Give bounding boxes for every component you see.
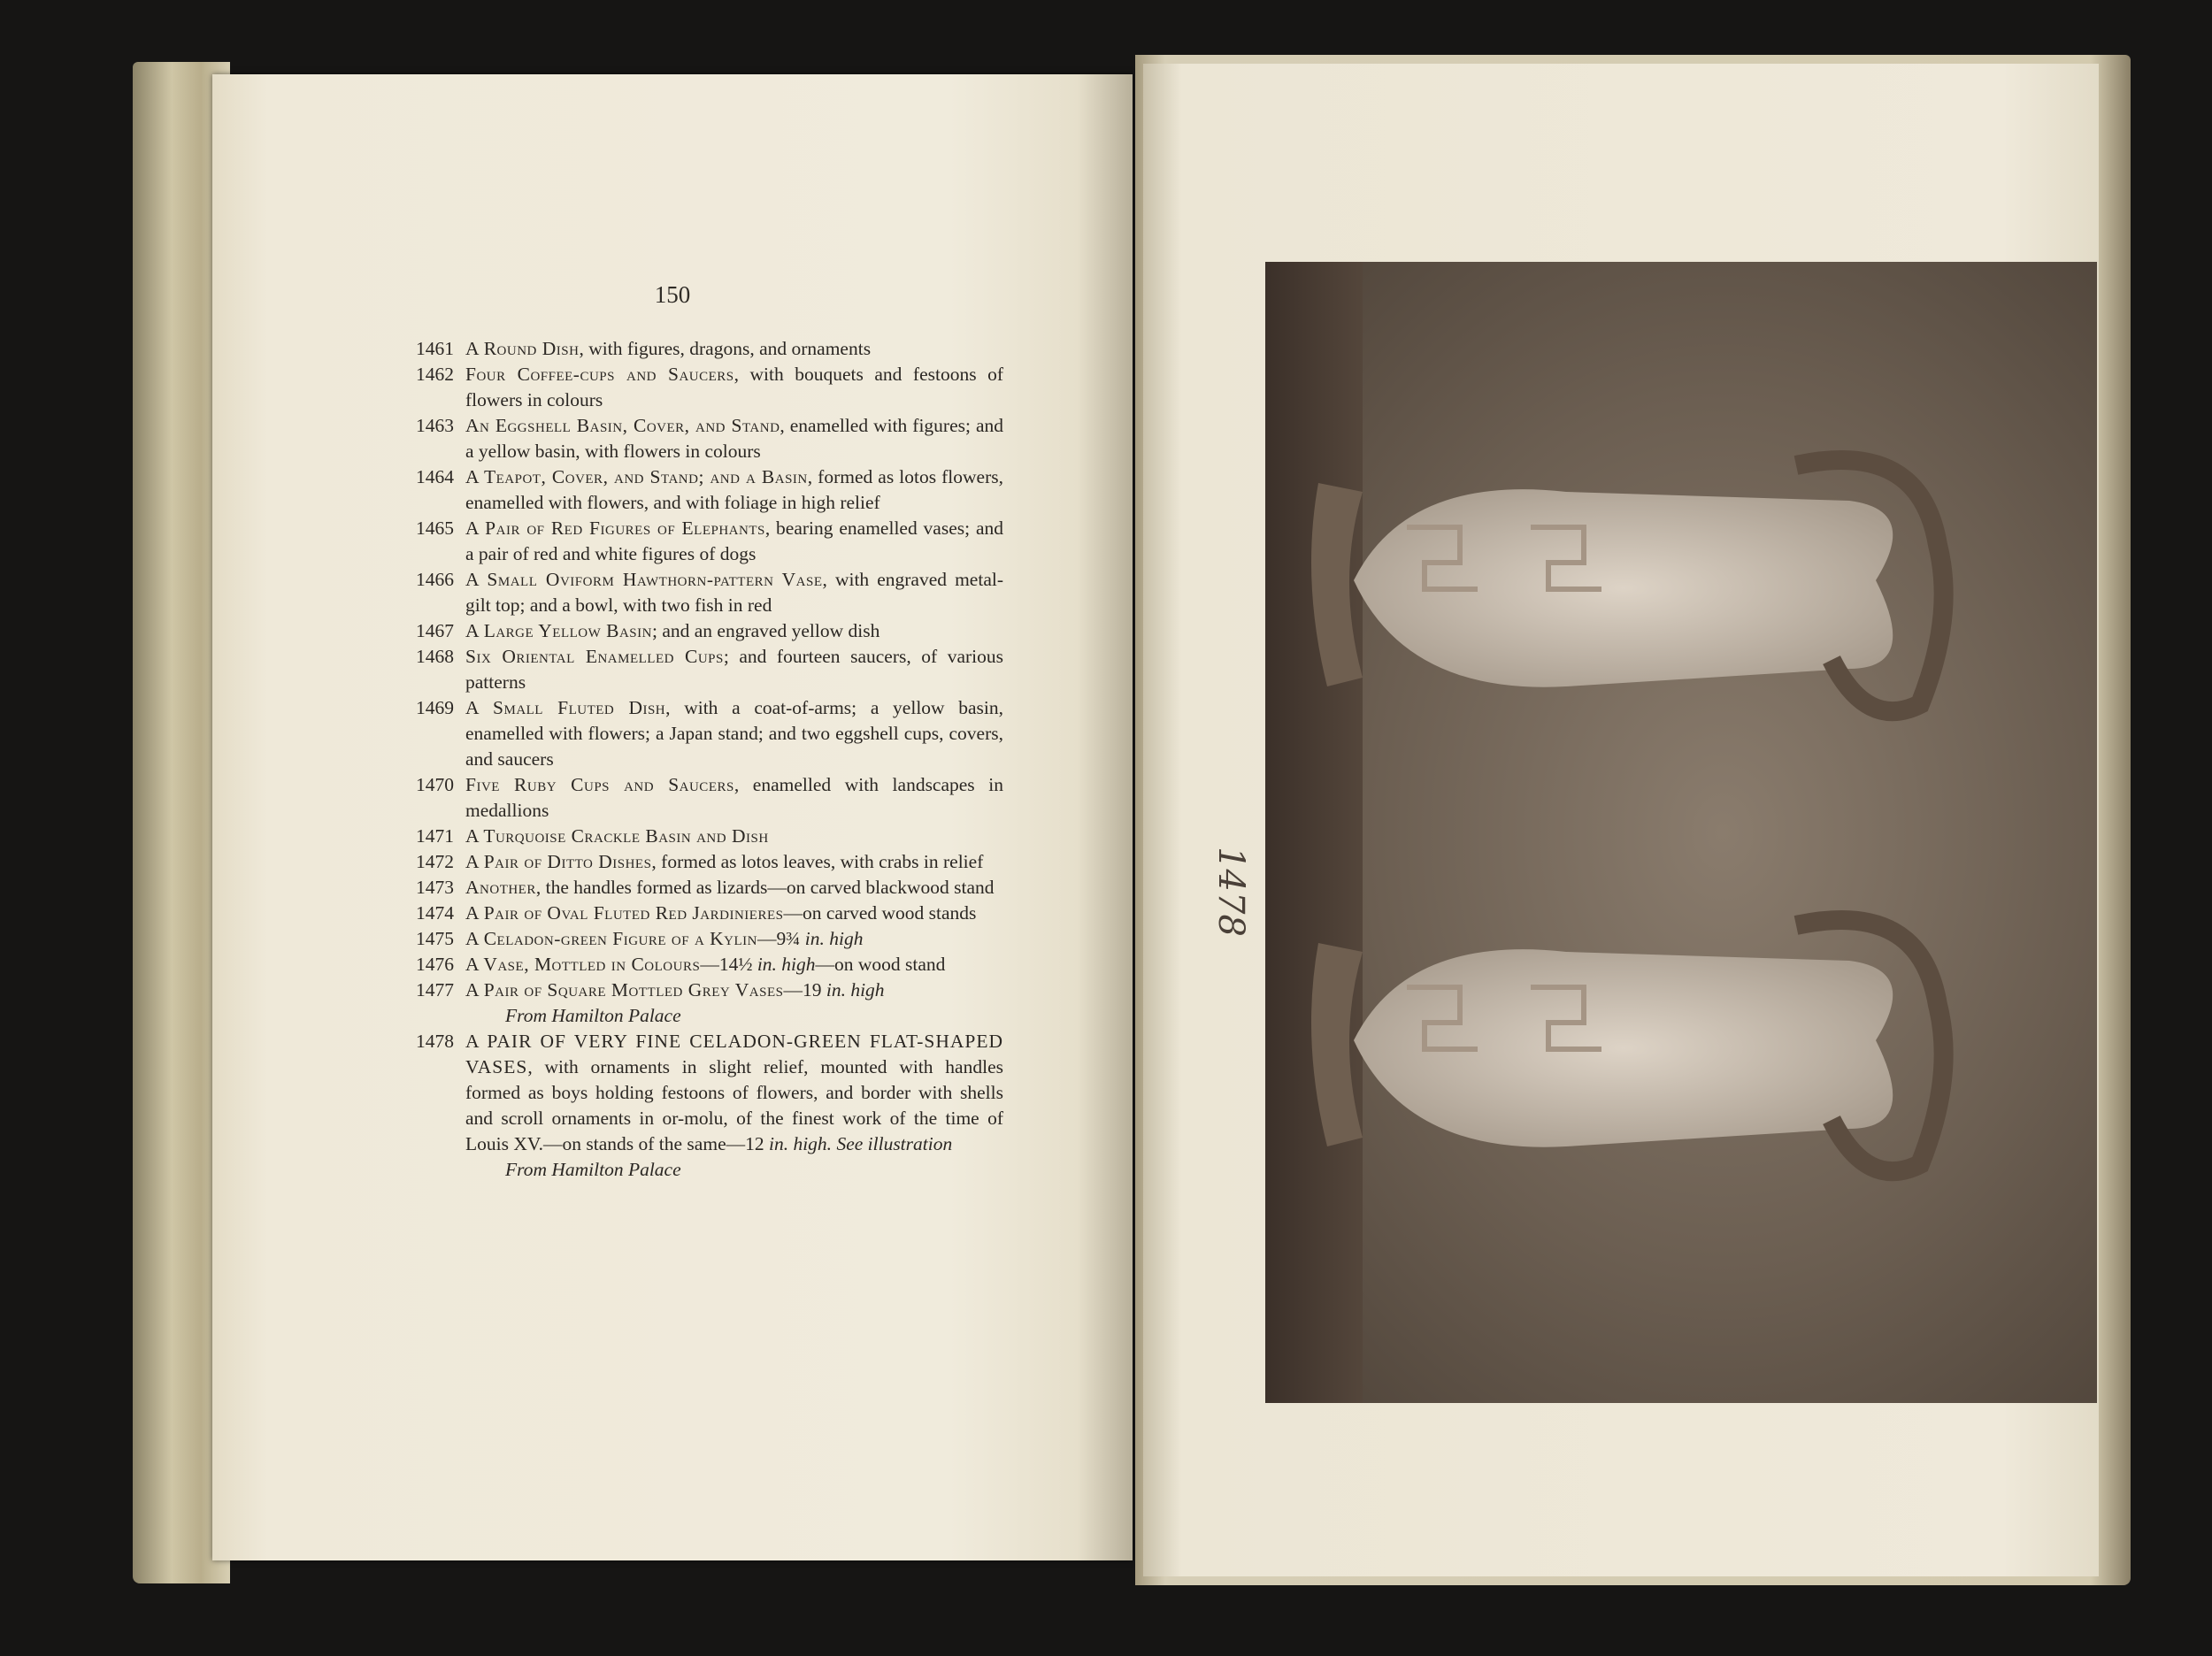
lot-text: , enamelled with figures; and a yellow basin, with flowers in colours <box>465 415 1003 462</box>
lot-height-unit: in. high <box>757 954 816 975</box>
lot-description <box>465 464 1003 516</box>
lot-number: 1461 <box>416 338 454 359</box>
lot-number: 1478 <box>416 1031 454 1052</box>
lot-text: , formed as lotos flowers, enamelled with flowers, and with foliage in high relief <box>465 466 1003 513</box>
lot-title: Another <box>465 877 536 898</box>
lot-title: A Large Yellow Basin <box>465 620 652 641</box>
lot-title: Four Coffee-cups and Saucers <box>465 364 734 385</box>
lot-number: 1471 <box>416 825 454 847</box>
lot-height-unit: in. high <box>826 979 885 1000</box>
lot-text: , with bouquets and festoons of flowers in colours <box>465 364 1003 410</box>
lot-title: A Turquoise Crackle Basin and Dish <box>465 825 769 847</box>
catalogue-entry <box>416 695 1003 772</box>
lot-description <box>465 516 1003 567</box>
lot-number: 1465 <box>416 518 454 539</box>
catalogue-entries <box>416 336 1003 1183</box>
lot-text: —9¾ <box>757 928 805 949</box>
page-number: 150 <box>654 281 691 308</box>
lot-title: A Round Dish <box>465 338 580 359</box>
lot-description <box>465 875 1003 901</box>
lot-title: A Pair of Ditto Dishes <box>465 851 652 872</box>
lot-title: A Small Oviform Hawthorn-pattern Vase <box>465 569 823 590</box>
lot-height-unit: in. high <box>804 928 864 949</box>
lot-text: , bearing enamelled vases; and a pair of red and white figures of dogs <box>465 518 1003 564</box>
lot-description <box>465 413 1003 464</box>
lot-text-tail: —on wood stand <box>815 954 946 975</box>
lot-description <box>465 849 1003 875</box>
vase-top <box>1311 460 1944 711</box>
lot-number: 1470 <box>416 774 454 795</box>
catalogue-entry <box>416 926 1003 952</box>
lot-title: Six Oriental Enamelled Cups <box>465 646 724 667</box>
catalogue-entry <box>416 978 1003 1029</box>
lot-title: A Pair of Red Figures of Elephants <box>465 518 765 539</box>
vase-bottom <box>1311 920 1944 1171</box>
lot-description <box>465 824 1003 849</box>
lot-title: A PAIR OF VERY FINE CELADON-GREEN FLAT-SHAPED VASES <box>465 1031 1003 1077</box>
lot-description <box>465 618 1003 644</box>
lot-number: 1462 <box>416 364 454 385</box>
lot-description <box>465 772 1003 824</box>
lot-text: —19 <box>783 979 826 1000</box>
lot-text: , formed as lotos leaves, with crabs in relief <box>651 851 984 872</box>
lot-description <box>465 1029 1003 1183</box>
lot-title: Five Ruby Cups and Saucers <box>465 774 734 795</box>
lot-title: An Eggshell Basin, Cover, and Stand <box>465 415 780 436</box>
lot-number: 1474 <box>416 902 454 924</box>
lot-text: —on carved wood stands <box>783 902 977 924</box>
provenance: From Hamilton Palace <box>505 1159 681 1180</box>
catalogue-entry <box>416 567 1003 618</box>
catalogue-entry <box>416 464 1003 516</box>
lot-title: A Small Fluted Dish <box>465 697 666 718</box>
lot-text: , with engraved metal-gilt top; and a bowl, with two fish in red <box>465 569 1003 616</box>
catalogue-entry <box>416 772 1003 824</box>
catalogue-entry <box>416 849 1003 875</box>
lot-description <box>465 336 1003 362</box>
catalogue-entry <box>416 618 1003 644</box>
lot-description <box>465 695 1003 772</box>
lot-number: 1464 <box>416 466 454 487</box>
lot-number: 1472 <box>416 851 454 872</box>
lot-text: ; and an engraved yellow dish <box>651 620 880 641</box>
lot-number: 1475 <box>416 928 454 949</box>
catalogue-entry <box>416 516 1003 567</box>
lot-description <box>465 567 1003 618</box>
lot-text: ; and fourteen saucers, of various patterns <box>465 646 1003 693</box>
lot-text: , with figures, dragons, and ornaments <box>579 338 872 359</box>
lot-title: A Pair of Square Mottled Grey Vases <box>465 979 784 1000</box>
lot-number: 1476 <box>416 954 454 975</box>
vase-illustration <box>1301 439 2079 1235</box>
lot-text: , enamelled with landscapes in medallions <box>465 774 1003 821</box>
lot-title: A Vase, Mottled in Colours <box>465 954 701 975</box>
lot-description <box>465 644 1003 695</box>
catalogue-entry <box>416 413 1003 464</box>
lot-description <box>465 978 1003 1029</box>
lot-number: 1463 <box>416 415 454 436</box>
catalogue-entry <box>416 875 1003 901</box>
lot-title: A Celadon-green Figure of a Kylin <box>465 928 758 949</box>
catalogue-entry <box>416 336 1003 362</box>
lot-height-unit: in. high. <box>768 1133 833 1154</box>
lot-number: 1466 <box>416 569 454 590</box>
lot-text: , the handles formed as lizards—on carved blackwood stand <box>535 877 995 898</box>
lot-title: A Pair of Oval Fluted Red Jardinieres <box>465 902 784 924</box>
illustration-reference: See illustration <box>836 1133 953 1154</box>
catalogue-entry <box>416 824 1003 849</box>
lot-number: 1477 <box>416 979 454 1000</box>
lot-number: 1467 <box>416 620 454 641</box>
lot-text: , with ornaments in slight relief, mounted with handles formed as boys holding festoons of flowers, and border with shells and scroll ornaments in or-molu, of the finest work of the time of Louis XV.—on stands of the same—12 <box>465 1056 1003 1154</box>
lot-text: —14½ <box>700 954 757 975</box>
catalogue-entry <box>416 952 1003 978</box>
lot-title: A Teapot, Cover, and Stand; and a Basin <box>465 466 808 487</box>
lot-description <box>465 926 1003 952</box>
lot-number: 1468 <box>416 646 454 667</box>
lot-number: 1473 <box>416 877 454 898</box>
catalogue-entry <box>416 1029 1003 1183</box>
catalogue-entry <box>416 901 1003 926</box>
lot-number: 1469 <box>416 697 454 718</box>
provenance: From Hamilton Palace <box>505 1005 681 1026</box>
photograph-pair-of-vases <box>1265 262 2097 1403</box>
handwritten-lot-number: 1478 <box>1210 847 1251 937</box>
lot-description <box>465 901 1003 926</box>
lot-text: , with a coat-of-arms; a yellow basin, enamelled with flowers; a Japan stand; and two eggshell cups, covers, and saucers <box>465 697 1004 770</box>
catalogue-entry <box>416 362 1003 413</box>
lot-description <box>465 362 1003 413</box>
lot-description <box>465 952 1003 978</box>
catalogue-entry <box>416 644 1003 695</box>
